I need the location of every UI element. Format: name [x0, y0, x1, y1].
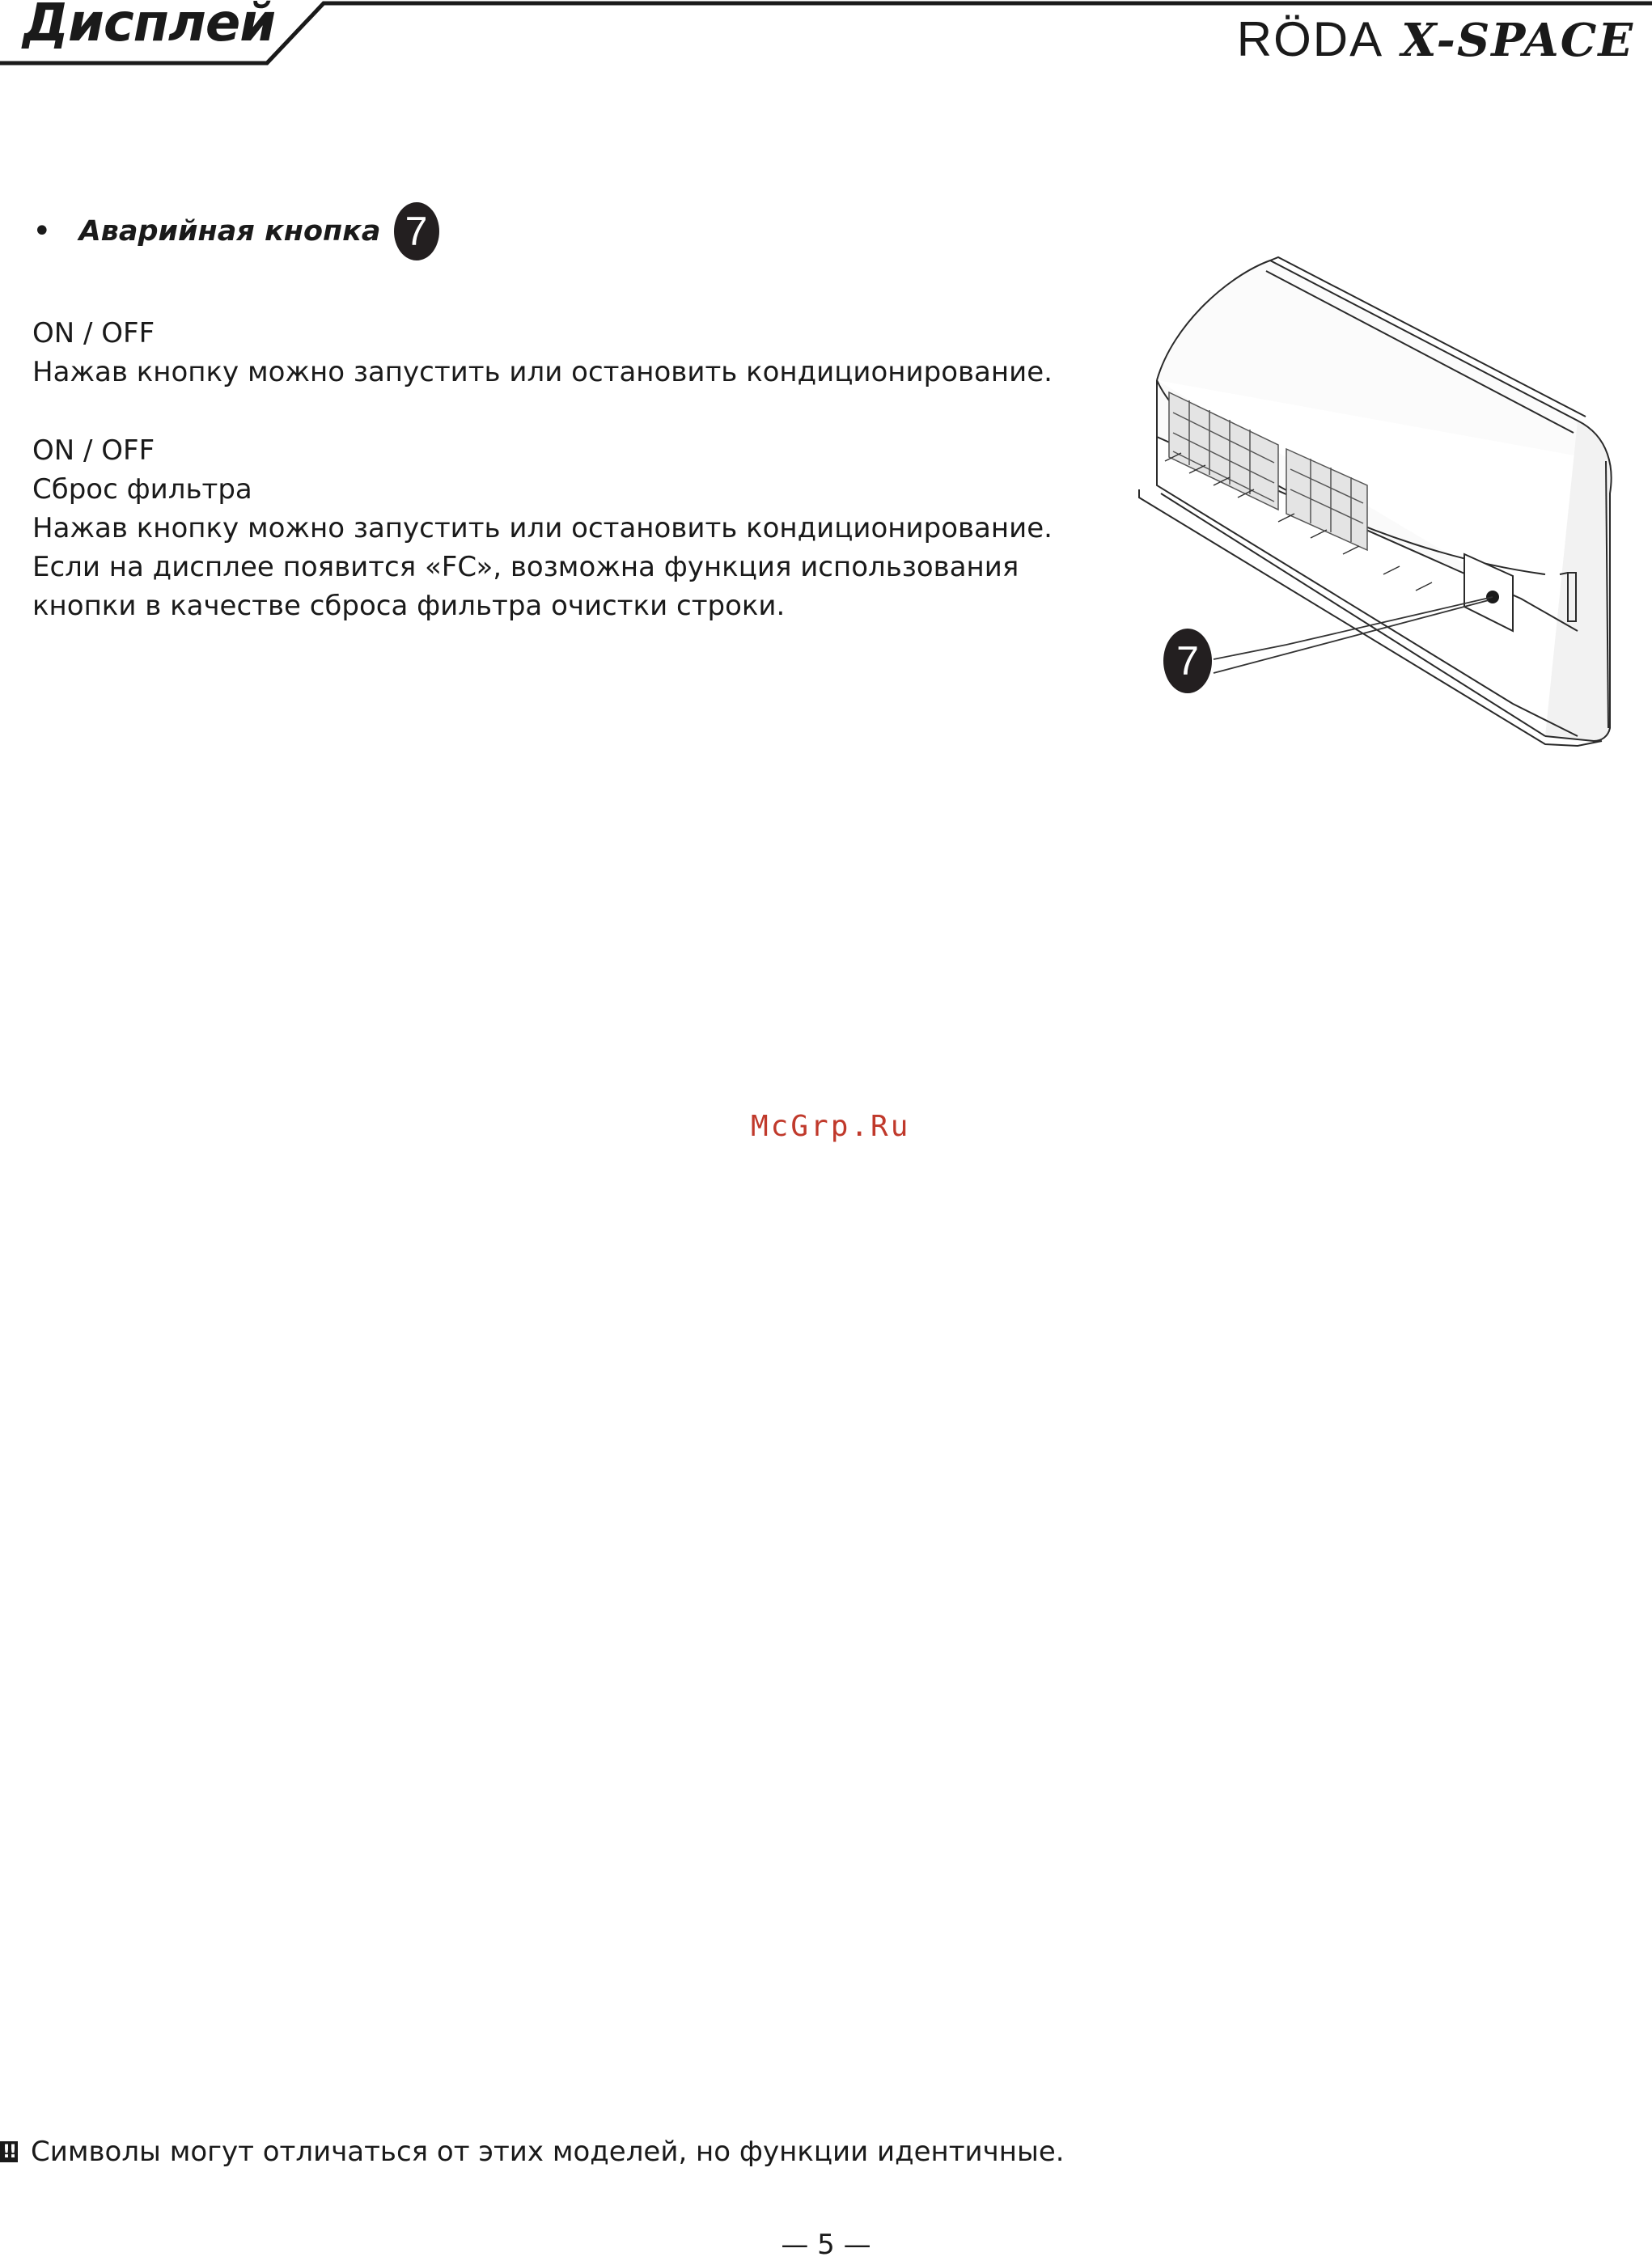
block2-line5: кнопки в качестве сброса фильтра очистки строки. — [32, 590, 786, 622]
brand-name: RÖDA — [1236, 12, 1384, 66]
brand-logo — [1237, 11, 1634, 67]
illustration-callout: 7 — [1176, 638, 1199, 684]
warning-icon: !! — [0, 2141, 18, 2162]
page-title: Дисплей — [23, 0, 276, 53]
block2-line2: Сброс фильтра — [32, 473, 252, 506]
paragraph-block-2 — [32, 431, 1084, 625]
block2-line3: Нажав кнопку можно запустить или остановить кондиционирование. — [32, 512, 1053, 544]
block1-line2: Нажав кнопку можно запустить или остановить кондиционирование. — [32, 356, 1053, 388]
block2-line4: Если на дисплее появится «FC», возможна функция использования — [32, 551, 1019, 583]
paragraph-block-1 — [32, 314, 1084, 392]
watermark: McGrp.Ru — [751, 1110, 911, 1143]
footnote-text: Символы могут отличаться от этих моделей, но функции идентичные. — [31, 2136, 1065, 2168]
block1-line1: ON / OFF — [32, 317, 155, 349]
block2-line1: ON / OFF — [32, 434, 155, 467]
footnote — [0, 2136, 1065, 2168]
number-badge: 7 — [394, 202, 439, 260]
bullet: • — [32, 213, 52, 250]
page-number: — 5 — — [781, 2229, 871, 2261]
air-conditioner-illustration — [1125, 251, 1642, 752]
section-heading-label: Аварийная кнопка — [78, 215, 381, 248]
brand-series: X-SPACE — [1401, 14, 1634, 67]
section-heading — [32, 202, 439, 260]
